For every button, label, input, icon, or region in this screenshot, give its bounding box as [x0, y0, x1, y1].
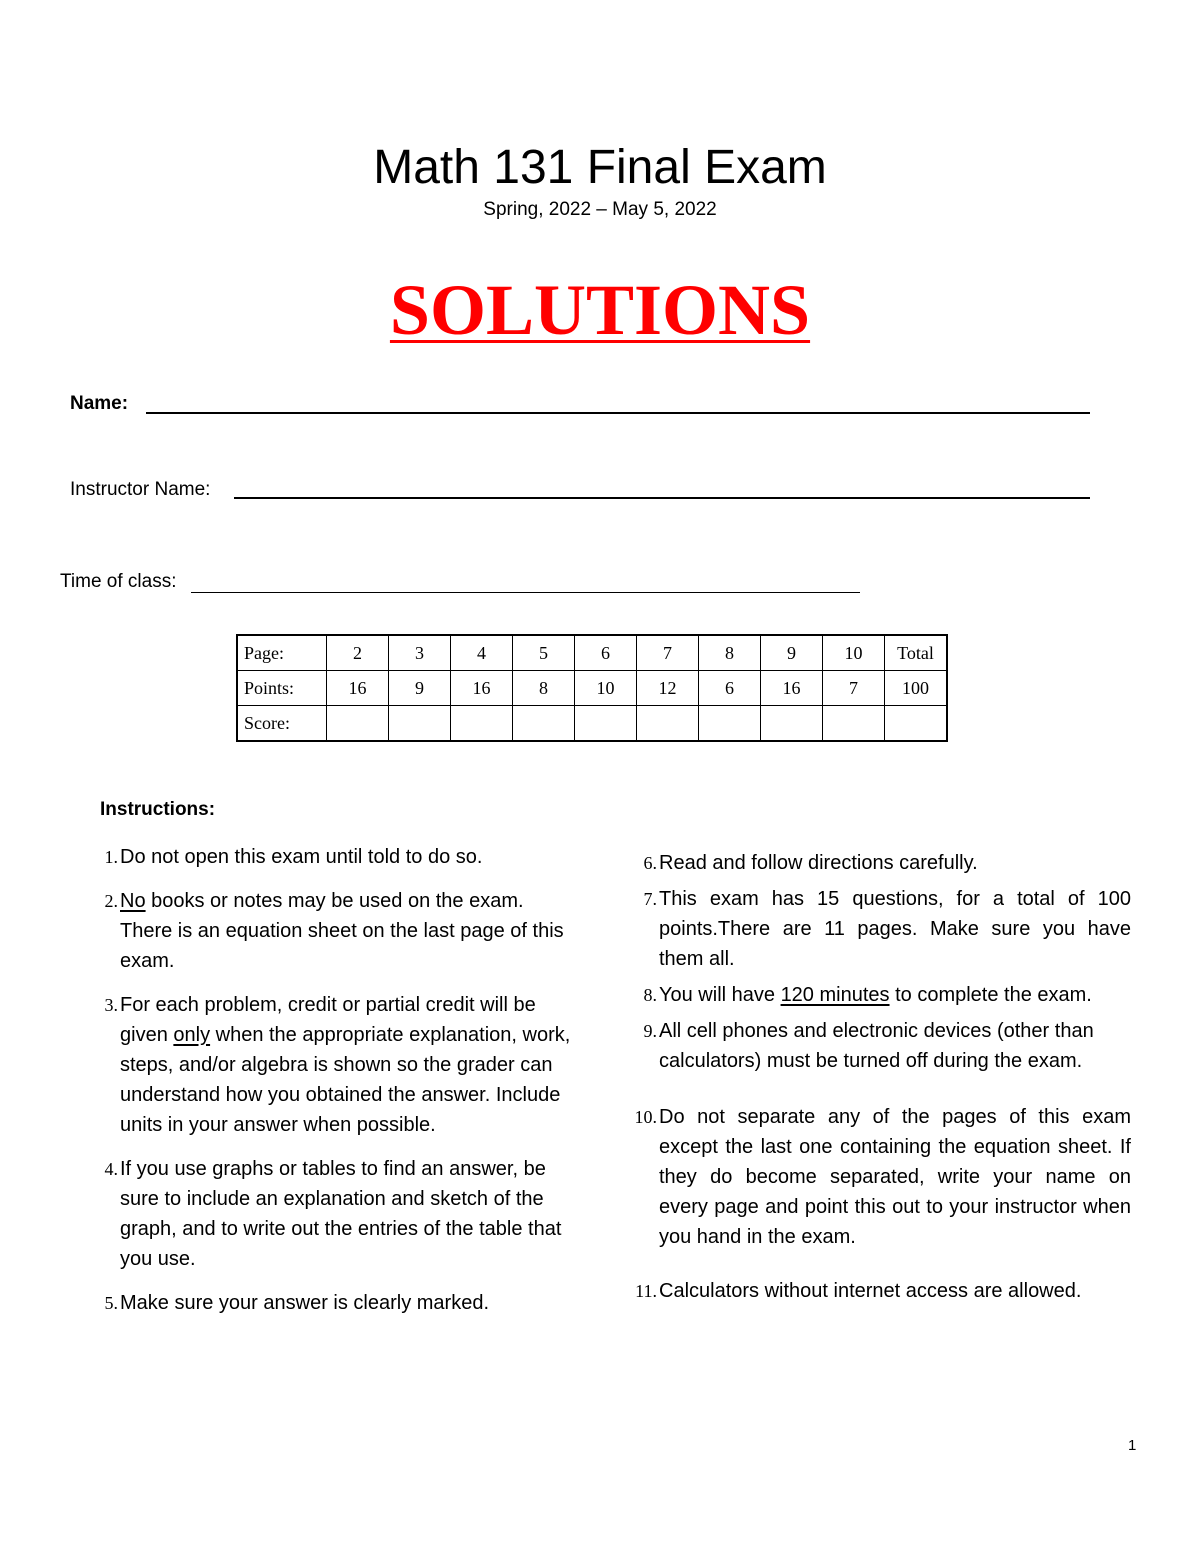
points-cell: 12: [637, 671, 699, 706]
item-number: 11.: [635, 1281, 657, 1301]
page-cell: 10: [823, 635, 885, 671]
item-text: Read and follow directions carefully.: [659, 852, 978, 874]
points-cell: 10: [575, 671, 637, 706]
points-row: [237, 671, 947, 706]
points-row-label: Points:: [237, 671, 327, 706]
instruction-item: [104, 1154, 580, 1274]
page-cell: 8: [699, 635, 761, 671]
page-title: Math 131 Final Exam: [373, 141, 827, 194]
solutions-stamp: SOLUTIONS: [389, 270, 811, 350]
item-text: If you use graphs or tables to find an answer, be sure to include an explanation and sketch of the graph, and to write out the entries of the table that you use.: [120, 1158, 562, 1270]
score-cell[interactable]: [389, 706, 451, 742]
item-emphasis: 120 minutes: [780, 984, 890, 1006]
score-row: [237, 706, 947, 742]
page-cell: 4: [451, 635, 513, 671]
page-cell: 9: [761, 635, 823, 671]
points-cell: 9: [389, 671, 451, 706]
page-row-label: Page:: [237, 635, 327, 671]
score-cell[interactable]: [699, 706, 761, 742]
instruction-item: [634, 1102, 1131, 1252]
item-number: 1.: [104, 847, 118, 867]
exam-date: Spring, 2022 – May 5, 2022: [483, 199, 717, 220]
page-cell: 2: [327, 635, 389, 671]
item-text: For each problem, credit or partial credit will be given: [120, 994, 536, 1046]
time-of-class-label: Time of class:: [60, 571, 177, 592]
item-number: 7.: [643, 889, 657, 909]
item-text: This exam has 15 questions, for a total of 100 points.There are 11 pages. Make sure you have them all.: [659, 888, 1131, 970]
instruction-item: [635, 1276, 1131, 1306]
score-row-label: Score:: [237, 706, 327, 742]
instruction-item: [104, 1288, 580, 1318]
points-cell: 16: [327, 671, 389, 706]
instruction-item: [643, 1016, 1131, 1076]
instructions-list-right: [634, 848, 1131, 1320]
points-cell: 8: [513, 671, 575, 706]
instruction-item: [643, 848, 1131, 878]
page-number: 1: [1128, 1437, 1137, 1454]
score-cell[interactable]: [575, 706, 637, 742]
item-number: 2.: [104, 891, 118, 911]
item-number: 10.: [634, 1107, 657, 1127]
item-emphasis: only: [173, 1024, 211, 1046]
points-cell: 6: [699, 671, 761, 706]
page-cell-total: Total: [885, 635, 948, 671]
page-cell: 5: [513, 635, 575, 671]
item-text: to complete the exam.: [889, 984, 1092, 1006]
instruction-item: [643, 980, 1131, 1010]
score-cell[interactable]: [451, 706, 513, 742]
page-cell: 6: [575, 635, 637, 671]
score-cell[interactable]: [513, 706, 575, 742]
item-text: books or notes may be used on the exam. There is an equation sheet on the last page of this exam.: [120, 890, 564, 972]
time-of-class-field[interactable]: [191, 592, 860, 593]
item-text: Make sure your answer is clearly marked.: [120, 1292, 490, 1314]
instruction-item: [104, 886, 580, 976]
points-cell: 16: [451, 671, 513, 706]
instructor-field[interactable]: [234, 497, 1090, 499]
instructions-heading: Instructions:: [100, 799, 216, 820]
item-number: 4.: [104, 1159, 118, 1179]
item-text: You will have: [659, 984, 781, 1006]
item-number: 5.: [104, 1293, 118, 1313]
item-text: Do not open this exam until told to do so.: [120, 846, 483, 868]
points-cell-total: 100: [885, 671, 948, 706]
points-cell: 7: [823, 671, 885, 706]
score-cell[interactable]: [823, 706, 885, 742]
score-cell-total[interactable]: [885, 706, 948, 742]
instructor-label: Instructor Name:: [70, 479, 211, 500]
page-row: [237, 635, 947, 671]
name-label: Name:: [70, 393, 129, 414]
item-text: All cell phones and electronic devices (other than calculators) must be turned off during the exam.: [659, 1020, 1094, 1072]
instructions-list-left: [104, 842, 580, 1332]
item-number: 3.: [104, 995, 118, 1015]
score-cell[interactable]: [761, 706, 823, 742]
page-cell: 7: [637, 635, 699, 671]
item-number: 9.: [643, 1021, 657, 1041]
instruction-item: [104, 990, 580, 1140]
item-number: 8.: [643, 985, 657, 1005]
instruction-item: [643, 884, 1131, 974]
score-cell[interactable]: [327, 706, 389, 742]
item-text: Do not separate any of the pages of this exam except the last one containing the equation sheet. If they do become separated, write your name on every page and point this out to your instructor when you hand in the exam.: [659, 1106, 1131, 1248]
page-cell: 3: [389, 635, 451, 671]
points-cell: 16: [761, 671, 823, 706]
score-table: [236, 634, 948, 742]
instruction-item: [104, 842, 580, 872]
score-cell[interactable]: [637, 706, 699, 742]
item-text: Calculators without internet access are allowed.: [659, 1280, 1082, 1302]
item-text: when the appropriate explanation, work, steps, and/or algebra is shown so the grader can understand how you obtained the answer. Include units in your answer when possible.: [120, 1024, 571, 1136]
item-number: 6.: [643, 853, 657, 873]
name-field[interactable]: [146, 412, 1090, 414]
item-emphasis: No: [120, 890, 146, 912]
